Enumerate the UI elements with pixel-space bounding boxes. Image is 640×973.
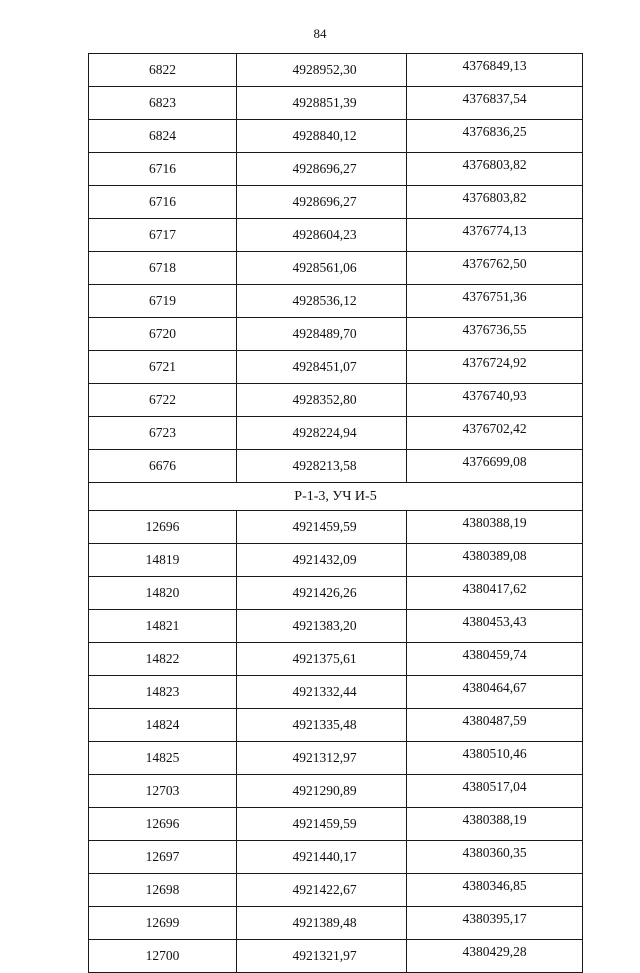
y-coordinate-cell: 4376836,25 [407, 120, 583, 153]
y-coordinate-cell: 4380395,17 [407, 907, 583, 940]
table-row [89, 676, 583, 709]
y-coordinate-cell: 4380388,19 [407, 808, 583, 841]
point-number-cell: 6676 [89, 450, 237, 483]
x-coordinate-cell: 4928224,94 [237, 417, 407, 450]
y-coordinate-cell: 4376774,13 [407, 219, 583, 252]
point-number-cell: 14825 [89, 742, 237, 775]
page-number: 84 [313, 26, 327, 41]
x-coordinate-cell: 4928851,39 [237, 87, 407, 120]
table-row [89, 577, 583, 610]
y-coordinate-cell: 4380517,04 [407, 775, 583, 808]
table-row [89, 384, 583, 417]
table-row [89, 742, 583, 775]
x-coordinate-cell: 4928561,06 [237, 252, 407, 285]
point-number-cell: 14823 [89, 676, 237, 709]
point-number-cell: 6717 [89, 219, 237, 252]
x-coordinate-cell: 4928952,30 [237, 54, 407, 87]
x-coordinate-cell: 4921426,26 [237, 577, 407, 610]
y-coordinate-cell: 4380459,74 [407, 643, 583, 676]
point-number-cell: 6719 [89, 285, 237, 318]
x-coordinate-cell: 4921422,67 [237, 874, 407, 907]
coordinates-table [88, 53, 583, 973]
point-number-cell: 6721 [89, 351, 237, 384]
y-coordinate-cell: 4380360,35 [407, 841, 583, 874]
point-number-cell: 12696 [89, 511, 237, 544]
y-coordinate-cell: 4376724,92 [407, 351, 583, 384]
table-row [89, 153, 583, 186]
y-coordinate-cell: 4380464,67 [407, 676, 583, 709]
point-number-cell: 6824 [89, 120, 237, 153]
point-number-cell: 12696 [89, 808, 237, 841]
point-number-cell: 6718 [89, 252, 237, 285]
table-row [89, 874, 583, 907]
x-coordinate-cell: 4921332,44 [237, 676, 407, 709]
x-coordinate-cell: 4928696,27 [237, 153, 407, 186]
point-number-cell: 14822 [89, 643, 237, 676]
x-coordinate-cell: 4928696,27 [237, 186, 407, 219]
point-number-cell: 12698 [89, 874, 237, 907]
x-coordinate-cell: 4921432,09 [237, 544, 407, 577]
x-coordinate-cell: 4921290,89 [237, 775, 407, 808]
y-coordinate-cell: 4376837,54 [407, 87, 583, 120]
point-number-cell: 6822 [89, 54, 237, 87]
y-coordinate-cell: 4376740,93 [407, 384, 583, 417]
table-row [89, 417, 583, 450]
point-number-cell: 12703 [89, 775, 237, 808]
coordinates-table-body [89, 54, 583, 973]
point-number-cell: 6723 [89, 417, 237, 450]
table-row [89, 186, 583, 219]
table-row [89, 610, 583, 643]
table-row [89, 351, 583, 384]
x-coordinate-cell: 4928840,12 [237, 120, 407, 153]
x-coordinate-cell: 4928352,80 [237, 384, 407, 417]
y-coordinate-cell: 4376699,08 [407, 450, 583, 483]
table-row [89, 285, 583, 318]
y-coordinate-cell: 4376803,82 [407, 186, 583, 219]
table-row [89, 907, 583, 940]
y-coordinate-cell: 4380453,43 [407, 610, 583, 643]
table-row [89, 511, 583, 544]
table-row [89, 808, 583, 841]
table-row [89, 120, 583, 153]
point-number-cell: 6823 [89, 87, 237, 120]
table-row [89, 450, 583, 483]
point-number-cell: 12699 [89, 907, 237, 940]
y-coordinate-cell: 4376736,55 [407, 318, 583, 351]
y-coordinate-cell: 4380429,28 [407, 940, 583, 973]
table-row [89, 252, 583, 285]
point-number-cell: 14824 [89, 709, 237, 742]
y-coordinate-cell: 4380388,19 [407, 511, 583, 544]
y-coordinate-cell: 4380346,85 [407, 874, 583, 907]
x-coordinate-cell: 4921389,48 [237, 907, 407, 940]
x-coordinate-cell: 4921335,48 [237, 709, 407, 742]
table-row [89, 54, 583, 87]
table-row [89, 318, 583, 351]
y-coordinate-cell: 4376762,50 [407, 252, 583, 285]
table-row [89, 544, 583, 577]
table-row [89, 775, 583, 808]
x-coordinate-cell: 4928213,58 [237, 450, 407, 483]
point-number-cell: 12700 [89, 940, 237, 973]
x-coordinate-cell: 4928489,70 [237, 318, 407, 351]
point-number-cell: 14821 [89, 610, 237, 643]
y-coordinate-cell: 4376803,82 [407, 153, 583, 186]
y-coordinate-cell: 4380389,08 [407, 544, 583, 577]
y-coordinate-cell: 4380487,59 [407, 709, 583, 742]
x-coordinate-cell: 4921321,97 [237, 940, 407, 973]
point-number-cell: 6720 [89, 318, 237, 351]
point-number-cell: 12697 [89, 841, 237, 874]
x-coordinate-cell: 4921459,59 [237, 511, 407, 544]
x-coordinate-cell: 4921375,61 [237, 643, 407, 676]
x-coordinate-cell: 4928536,12 [237, 285, 407, 318]
table-row [89, 940, 583, 973]
x-coordinate-cell: 4921312,97 [237, 742, 407, 775]
x-coordinate-cell: 4928451,07 [237, 351, 407, 384]
section-header: Р-1-3, УЧ И-5 [89, 483, 583, 511]
y-coordinate-cell: 4376702,42 [407, 417, 583, 450]
point-number-cell: 6716 [89, 186, 237, 219]
point-number-cell: 6722 [89, 384, 237, 417]
point-number-cell: 14820 [89, 577, 237, 610]
y-coordinate-cell: 4380417,62 [407, 577, 583, 610]
table-row [89, 709, 583, 742]
x-coordinate-cell: 4921383,20 [237, 610, 407, 643]
point-number-cell: 6716 [89, 153, 237, 186]
table-row [89, 643, 583, 676]
y-coordinate-cell: 4380510,46 [407, 742, 583, 775]
y-coordinate-cell: 4376849,13 [407, 54, 583, 87]
x-coordinate-cell: 4921459,59 [237, 808, 407, 841]
point-number-cell: 14819 [89, 544, 237, 577]
table-row [89, 87, 583, 120]
table-row [89, 219, 583, 252]
x-coordinate-cell: 4921440,17 [237, 841, 407, 874]
table-row [89, 841, 583, 874]
section-header-row [89, 483, 583, 511]
x-coordinate-cell: 4928604,23 [237, 219, 407, 252]
y-coordinate-cell: 4376751,36 [407, 285, 583, 318]
